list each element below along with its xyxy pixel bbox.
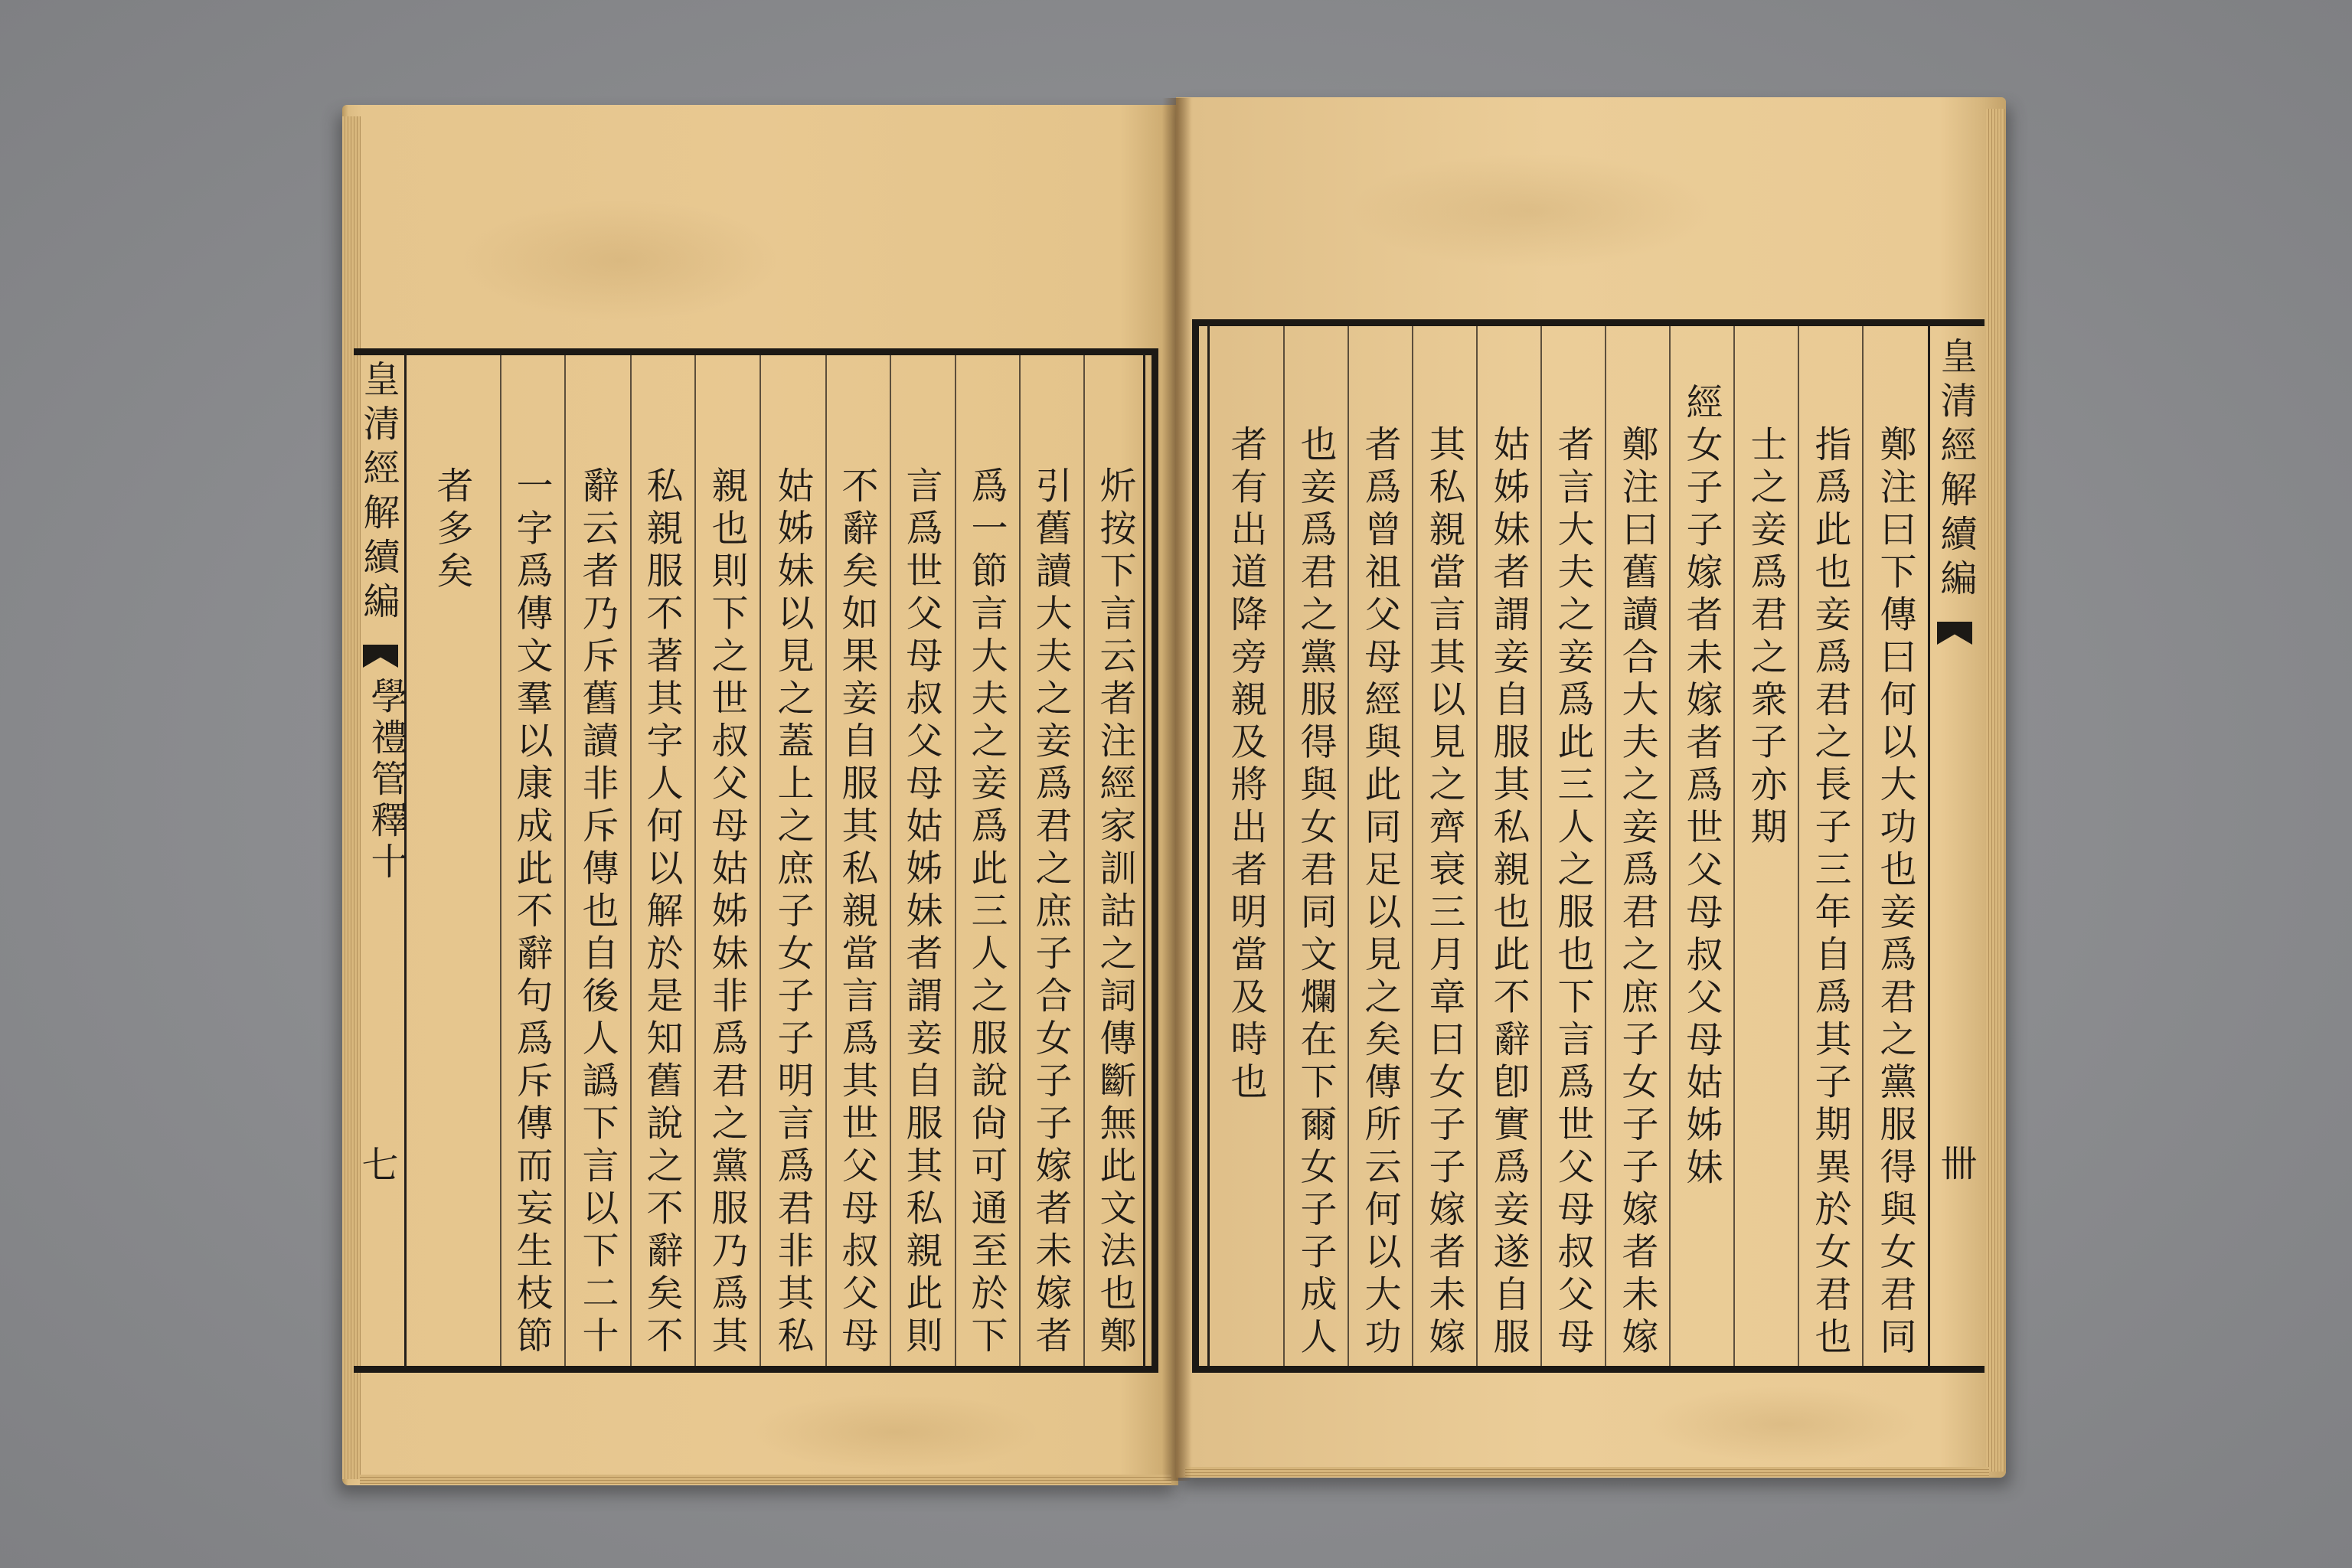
banner-page-number: 卌 (1934, 1144, 1977, 1188)
paper-stain (459, 199, 781, 322)
text-column: 爲一節言大夫之妾爲此三人之服說尙可通至於下 (965, 466, 1008, 1359)
right-page-bottom-edge (1185, 1467, 1989, 1477)
text-column: 也妾爲君之黨服得與女君同文爛在下爾女子子成人 (1294, 425, 1337, 1360)
frame-inner-line (1207, 325, 1210, 1367)
text-column: 一字爲傳文羣以康成此不辭句爲斥傳而妄生枝節 (510, 466, 553, 1359)
right-page-edge (1986, 109, 2004, 1472)
banner-title: 皇清經解續編 (1934, 337, 1977, 603)
text-column: 不辭矣如果妾自服其私親當言爲其世父母叔父母 (835, 466, 878, 1359)
left-page-bottom-edge (360, 1475, 1171, 1485)
text-column: 言爲世父母叔父母姑姊妹者謂妾自服其私親此則 (900, 466, 942, 1359)
text-column: 引舊讀大夫之妾爲君之庶子合女子子嫁者未嫁者 (1029, 466, 1072, 1359)
text-column: 者多矣 (430, 466, 473, 594)
book-gutter (1162, 98, 1191, 1481)
text-column: 其私親當言其以見之齊衰三月章曰女子子嫁者未嫁 (1423, 425, 1465, 1360)
text-column: 炘按下言云者注經家訓詁之詞傳斷無此文法也鄭 (1093, 466, 1136, 1359)
banner-page-number: 七 (355, 1145, 398, 1190)
text-column: 指爲此也妾爲君之長子三年自爲其子期異於女君也 (1808, 425, 1851, 1360)
text-column: 者爲曾祖父母經與此同足以見之矣傳所云何以大功 (1358, 425, 1401, 1360)
text-column: 者有出道降旁親及將出者明當及時也 (1224, 425, 1267, 1105)
text-column: 辭云者乃斥舊讀非斥傳也自後人譌下言以下二十 (576, 466, 619, 1359)
text-column: 姑姊妹者謂妾自服其私親也此不辭卽實爲妾遂自服 (1487, 425, 1530, 1360)
text-column: 鄭注曰舊讀合大夫之妾爲君之庶子女子子嫁者未嫁 (1615, 425, 1658, 1360)
text-column: 親也則下之世叔父母姑姊妹非爲君之黨服乃爲其 (705, 466, 748, 1359)
text-column: 姑姊妹以見之蓋上之庶子女子子明言爲君非其私 (771, 466, 814, 1359)
paper-stain (750, 1393, 1041, 1470)
paper-stain (1348, 153, 1715, 268)
paper-stain (1646, 1386, 1922, 1462)
text-column: 士之妾爲君之衆子亦期 (1744, 425, 1787, 850)
banner-title: 皇清經解續編 (357, 360, 400, 626)
text-column: 經女子子嫁者未嫁者爲世父母叔父母姑姊妹 (1680, 383, 1723, 1191)
text-column: 私親服不著其字人何以解於是知舊說之不辭矣不 (640, 466, 683, 1359)
banner-section: 學禮管釋十 (364, 677, 407, 884)
text-column: 鄭注曰下傳曰何以大功也妾爲君之黨服得與女君同 (1873, 425, 1916, 1360)
banner-separator (1928, 325, 1930, 1367)
text-column: 者言大夫之妾爲此三人之服也下言爲世父母叔父母 (1551, 425, 1594, 1360)
